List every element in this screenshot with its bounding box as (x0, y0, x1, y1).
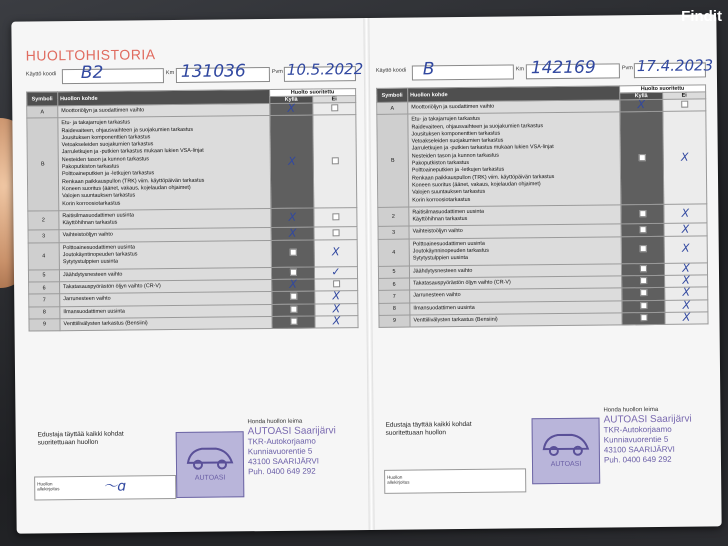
item-line: Raitisilmasuodattimen uusinta (62, 212, 135, 220)
item-line: Ilmansuodattimen uusinta (413, 304, 475, 312)
handwritten-mark: X (637, 98, 646, 112)
page-title: HUOLTOHISTORIA (25, 46, 156, 64)
km-value: 131036 (180, 61, 246, 82)
row-description (410, 313, 622, 328)
item-line: Venttiilivälysten tarkastus (Bensiini) (413, 316, 498, 324)
item-line: Etu- ja takajarrujen tarkastus (61, 119, 131, 127)
yes-cell (272, 316, 315, 329)
no-cell (664, 236, 707, 263)
item-line: Polttoainesuodattimen uusinta (412, 240, 485, 248)
item-line: Käyttöhihnan tarkastus (412, 216, 468, 223)
yes-cell (620, 112, 664, 205)
item-line: Joutokäyntinopeuden tarkastus (62, 251, 138, 259)
service-table (26, 88, 358, 332)
row-description (58, 116, 271, 211)
row-description (59, 240, 271, 269)
yes-cell (621, 204, 664, 224)
yes-cell (271, 208, 314, 228)
autoasi-logo (532, 418, 601, 485)
item-line: Polttoaineputkien ja -letkujen tarkastus (61, 170, 155, 178)
row-symbol: 3 (378, 227, 409, 240)
signature-box (34, 475, 176, 500)
item-line: Vaihteistoöljyn vaihto (62, 232, 113, 239)
yes-cell (620, 99, 663, 112)
no-cell (664, 223, 707, 236)
checkbox (331, 157, 338, 164)
workshop-stamp (243, 414, 368, 479)
handwritten-mark: X (288, 226, 297, 240)
date-label: Pvm (621, 65, 633, 72)
row-symbol: 2 (378, 207, 409, 227)
no-cell (314, 227, 357, 240)
item-line: Venttiilivälysten tarkastus (Bensiini) (63, 320, 148, 328)
row-description (409, 205, 621, 227)
col-symbol: Symboli (377, 88, 408, 102)
col-item: Huollon kohde (58, 90, 270, 106)
signature-label: Huollon allekirjoitus (387, 474, 410, 485)
row-symbol: 9 (29, 319, 60, 332)
row-symbol: 3 (28, 230, 59, 243)
workshop-stamp (599, 402, 724, 467)
stamp-line-1: TKR-Autokorjaamo (247, 436, 316, 447)
yes-cell (272, 279, 315, 292)
col-no: Ei (663, 92, 706, 99)
checkbox (289, 249, 296, 256)
item-line: Raidevaiteen, ohjausvaihteen ja suojakumien tarkastus (61, 126, 194, 134)
handwritten-mark: X (682, 285, 691, 300)
col-item: Huollon kohde (408, 86, 620, 102)
row-symbol: 9 (379, 315, 410, 328)
checkbox (332, 213, 339, 220)
date-field (634, 56, 714, 78)
item-line: Nesteiden tason ja kunnon tarkastus (411, 152, 499, 160)
handwritten-mark: X (287, 101, 296, 115)
row-description (59, 208, 271, 230)
row-symbol: 7 (29, 294, 60, 307)
handwritten-mark: X (682, 298, 691, 312)
item-line: Polttoainesuodattimen uusinta (62, 244, 135, 251)
item-line: Pakoputkiston tarkastus (61, 163, 120, 171)
no-cell (663, 111, 707, 204)
signature-box (384, 468, 526, 493)
yes-cell (621, 263, 664, 276)
row-symbol: 2 (28, 211, 59, 231)
handwritten-mark: X (681, 206, 690, 220)
yes-cell (271, 240, 314, 267)
stamp-line-2: Kunniavuorentie 5 (603, 434, 669, 445)
right-page (369, 14, 721, 530)
yes-cell (270, 103, 313, 116)
item-line: Jarruletkujen ja -putkien tarkastus mukaan lukien VSA-linjat (61, 148, 204, 156)
stamp-line-2: Kunniavuorentie 5 (247, 446, 313, 457)
code-value: B2 (80, 62, 104, 83)
item-line: Renkaan paikkauspullon (TRK) viim. käyttöpäivän tarkastus (411, 173, 555, 182)
checkbox (639, 245, 646, 252)
row-symbol: 6 (379, 278, 410, 291)
item-line: Jarruletkujen ja -putkien tarkastus mukaan lukien VSA-linjat (411, 144, 554, 153)
item-line: Jousituksen komponenttien tarkastus (61, 134, 151, 142)
stamp-line-4: Puh. 0400 649 292 (603, 454, 672, 465)
yes-cell (272, 304, 315, 317)
row-description (60, 316, 272, 331)
no-cell (315, 315, 358, 328)
row-symbol: 5 (378, 266, 409, 279)
stamp-caption: Honda huollon leima (603, 406, 659, 414)
date-value: 10.5.2022 (286, 60, 364, 79)
km-label: Km (515, 66, 525, 73)
no-cell (664, 204, 707, 224)
row-symbol: B (27, 118, 59, 211)
km-value: 142169 (530, 57, 596, 79)
code-label: Käyttö koodi (375, 67, 407, 74)
no-cell (314, 266, 357, 279)
yes-cell (622, 275, 665, 288)
table-row (379, 312, 708, 328)
item-line: Ilmansuodattimen uusinta (63, 308, 125, 315)
handwritten-mark: X (682, 310, 691, 324)
checkbox (638, 154, 645, 161)
findit-watermark: Findit (681, 8, 722, 25)
item-line: Pakoputkiston tarkastus (411, 159, 470, 167)
row-symbol: B (377, 114, 409, 207)
yes-cell (621, 224, 664, 237)
item-line: Takatasauspyörästön öljyn vaihto (CR-V) (63, 283, 161, 291)
yes-cell (622, 312, 665, 325)
stamp-caption: Honda huollon leima (247, 418, 303, 426)
checkbox (640, 302, 647, 309)
no-cell (663, 99, 706, 112)
row-symbol: A (27, 106, 58, 119)
item-line: Nesteiden tason ja kunnon tarkastus (61, 156, 150, 163)
yes-cell (270, 115, 314, 208)
item-line: Koneen suoritus (äänet, vakaus, kojelaudan ohjaimet) (412, 181, 541, 189)
checkbox (640, 314, 647, 321)
item-line: Renkaan paikkauspullon (TRK) viim. käyttöpäivän tarkastus (61, 177, 205, 185)
code-value: B (422, 59, 435, 80)
col-no: Ei (313, 96, 356, 103)
item-line: Vaihteistoöljyn vaihto (412, 228, 463, 235)
autoasi-logo (176, 431, 245, 498)
left-header-fields (25, 60, 364, 83)
row-symbol: 4 (378, 239, 409, 266)
row-symbol: 8 (29, 306, 60, 319)
code-field (62, 62, 164, 84)
service-booklet (11, 14, 721, 533)
item-line: Jäähdytysnesteen vaihto (62, 271, 123, 278)
item-line: Jäähdytysnesteen vaihto (412, 267, 473, 275)
row-symbol: 5 (28, 269, 59, 282)
km-field (526, 57, 620, 79)
handwritten-mark: X (288, 210, 297, 224)
logo-text: AUTOASI (194, 474, 226, 482)
table-row (29, 315, 358, 331)
signature-scribble: 〜ɑ (103, 478, 127, 495)
yes-cell (621, 236, 664, 263)
checkbox (681, 101, 688, 108)
row-symbol: A (377, 102, 408, 115)
table-row (378, 236, 707, 266)
checkbox (289, 269, 296, 276)
stamp-name: AUTOASI Saarijärvi (247, 425, 336, 438)
item-line: Valojen suuntauksen tarkastus (412, 189, 486, 196)
item-line: Koneen suoritus (äänet, vakaus, kojelaudan ohjaimet) (62, 184, 191, 193)
checkbox (639, 265, 646, 272)
checkbox (332, 229, 339, 236)
row-symbol: 7 (379, 290, 410, 303)
right-header-fields (375, 56, 714, 80)
footer-note: Edustaja täyttää kaikki kohdat suoritettuaan huollon (37, 430, 124, 447)
service-table (376, 84, 708, 328)
checkbox (639, 210, 646, 217)
handwritten-mark: X (680, 150, 689, 164)
car-icon (538, 427, 594, 460)
yes-cell (622, 300, 665, 313)
checkbox (290, 305, 297, 312)
item-line: Takatasauspyörästön öljyn vaihto (CR-V) (413, 279, 511, 287)
item-line: Jarrunesteen vaihto (63, 295, 111, 303)
col-done: Huolto suoritettu (620, 85, 706, 93)
handwritten-mark: ✓ (331, 265, 341, 279)
no-cell (314, 239, 357, 266)
handwritten-mark: X (681, 241, 690, 255)
handwritten-mark: X (332, 301, 341, 316)
checkbox (640, 277, 647, 284)
row-symbol: 4 (28, 242, 59, 269)
handwritten-mark: X (332, 289, 341, 303)
stamp-line-4: Puh. 0400 649 292 (248, 466, 316, 477)
no-cell (314, 207, 357, 227)
item-line: Polttoaineputkien ja -letkujen tarkastus (411, 166, 505, 174)
checkbox (333, 280, 340, 287)
col-yes: Kyllä (270, 96, 313, 103)
code-label: Käyttö koodi (25, 71, 57, 78)
row-description (409, 237, 621, 266)
km-field (176, 61, 270, 83)
handwritten-mark: X (332, 314, 341, 328)
item-line: Sytytystulppien uusinta (62, 258, 119, 266)
footer-note: Edustaja täyttää kaikki kohdat suoritettuaan huollon (385, 420, 472, 437)
item-line: Moottoriöljyn ja suodattimen vaihto (411, 103, 495, 111)
row-description (408, 112, 621, 207)
handwritten-mark: X (681, 222, 690, 236)
table-row (28, 239, 357, 269)
item-line: Vetoakseleiden suojakumien tarkastus (411, 137, 504, 145)
item-line: Jousituksen komponenttien tarkastus (411, 130, 501, 138)
item-line: Korin korroosiotarkastus (62, 200, 121, 207)
logo-text: AUTOASI (550, 460, 582, 469)
stamp-line-1: TKR-Autokorjaamo (603, 424, 672, 435)
stamp-name: AUTOASI Saarijärvi (603, 413, 692, 426)
handwritten-mark: X (289, 277, 297, 291)
checkbox (290, 318, 297, 325)
left-page (11, 18, 368, 534)
col-symbol: Symboli (27, 92, 58, 106)
handwritten-mark: X (331, 245, 340, 259)
item-line: Raidevaiteen, ohjausvaihteen ja suojakumien tarkastus (411, 122, 544, 131)
item-line: Sytytystulppien uusinta (412, 255, 469, 262)
no-cell (313, 103, 356, 116)
item-line: Joutokäynninopeuden tarkastus (412, 247, 489, 255)
item-line: Raitisilmasuodattimen uusinta (412, 208, 485, 216)
row-symbol: 6 (29, 282, 60, 295)
date-label: Pvm (271, 68, 283, 75)
col-yes: Kyllä (620, 92, 663, 99)
item-line: Jarrunesteen vaihto (413, 292, 461, 299)
checkbox (639, 226, 646, 233)
date-field (284, 60, 364, 82)
item-line: Vetoakseleiden suojakumien tarkastus (61, 141, 154, 149)
car-icon (182, 440, 238, 473)
table-row (377, 111, 707, 207)
yes-cell (622, 288, 665, 301)
yes-cell (271, 228, 314, 241)
handwritten-mark: X (287, 154, 296, 168)
item-line: Etu- ja takajarrujen tarkastus (411, 116, 481, 123)
stamp-line-3: 43100 SAARIJÄRVI (603, 444, 675, 455)
checkbox (331, 104, 338, 111)
signature-label: Huollon allekirjoitus (37, 481, 60, 492)
checkbox (290, 293, 297, 300)
col-done: Huolto suoritettu (270, 89, 356, 97)
date-value: 17.4.2023 (636, 56, 714, 76)
handwritten-mark: X (682, 273, 690, 287)
km-label: Km (165, 70, 175, 77)
row-symbol: 8 (379, 303, 410, 316)
yes-cell (272, 291, 315, 304)
no-cell (313, 115, 357, 208)
item-line: Käyttöhihnan tarkastus (62, 219, 118, 227)
table-row (27, 115, 357, 211)
code-field (412, 59, 514, 80)
no-cell (665, 312, 708, 325)
handwritten-mark: X (682, 261, 690, 275)
stamp-line-3: 43100 SAARIJÄRVI (247, 456, 320, 467)
item-line: Valojen suuntauksen tarkastus (62, 192, 136, 200)
checkbox (640, 289, 647, 296)
item-line: Moottoriöljyn ja suodattimen vaihto (61, 107, 145, 115)
item-line: Korin korroosiotarkastus (412, 196, 471, 204)
